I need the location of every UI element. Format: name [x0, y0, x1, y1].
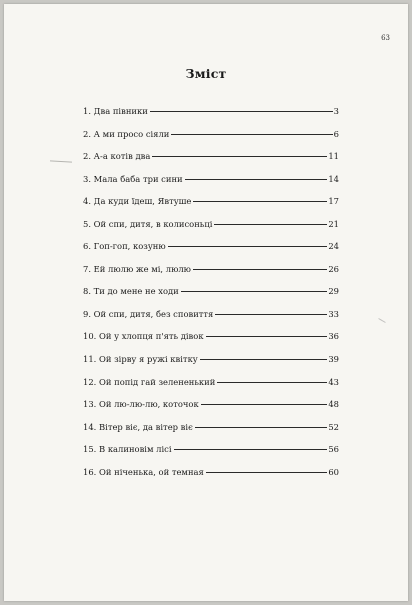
stray-pen-mark: [378, 318, 385, 323]
toc-entry-page: 43: [328, 376, 339, 387]
toc-entry: [83, 416, 339, 439]
toc-entry-number: 6.: [83, 241, 91, 252]
toc-leader-line: [206, 336, 328, 337]
toc-entry: [83, 303, 339, 326]
toc-entry: [83, 371, 339, 394]
toc-entry-number: 13.: [83, 399, 97, 410]
toc-entry: [83, 438, 339, 461]
toc-entry: [83, 461, 339, 484]
toc-entry: [83, 280, 339, 303]
toc-entry-page: 39: [328, 354, 339, 365]
toc-entry-page: 26: [328, 263, 339, 274]
toc-leader-line: [152, 156, 327, 157]
toc-entry: [83, 100, 339, 123]
toc-leader-line: [201, 404, 328, 405]
toc-leader-line: [150, 111, 333, 112]
page-number: 63: [381, 34, 390, 42]
toc-leader-line: [181, 291, 328, 292]
toc-entry: [83, 325, 339, 348]
toc-entry-title: Ти до мене не ходи: [93, 286, 179, 297]
toc-entry: [83, 145, 339, 168]
toc-entry-page: 24: [328, 241, 339, 252]
toc-entry-title: Ей люлю же мі, люлю: [93, 263, 191, 274]
toc-entry: [83, 235, 339, 258]
toc-entry-page: 60: [328, 466, 339, 477]
toc-entry-title: Ой спи, дитя, без сповиття: [93, 308, 214, 319]
toc-entry-number: 14.: [83, 421, 97, 432]
toc-entry: [83, 258, 339, 281]
toc-entry-title: Ой у хлопця п'ять дівок: [99, 331, 204, 342]
toc-entry-title: Ой ніченька, ой темная: [99, 466, 204, 477]
toc-entry-title: А ми просо сіяли: [93, 128, 170, 139]
toc-entry-page: 3: [333, 106, 339, 116]
toc-entry-title: Ой зірву я ружі квітку: [99, 354, 198, 365]
toc-entry-title: А-а котів два: [93, 151, 151, 162]
toc-entry-title: Гоп-гоп, козуню: [93, 241, 166, 252]
toc-entry-page: 21: [328, 218, 339, 229]
toc-entry-number: 2.: [83, 151, 91, 162]
toc-entry-title: В калиновім лісі: [99, 444, 172, 455]
toc-entry-page: 29: [328, 286, 339, 297]
toc-entry-number: 12.: [83, 376, 97, 387]
toc-leader-line: [200, 359, 328, 360]
toc-entry-number: 16.: [83, 466, 97, 477]
toc-leader-line: [168, 246, 328, 247]
toc-entry-page: 56: [328, 444, 339, 455]
toc-entry-page: 33: [328, 308, 339, 319]
toc-entry-number: 8.: [83, 286, 91, 297]
toc-leader-line: [215, 314, 327, 315]
toc-entry-title: Да куди їдеш, Явтуше: [93, 196, 192, 207]
toc-entry-number: 10.: [83, 331, 97, 342]
toc-entry: [83, 190, 339, 213]
toc-leader-line: [174, 449, 328, 450]
stray-pen-mark: [50, 160, 72, 162]
toc-entry-number: 1.: [83, 106, 91, 116]
toc-entry-number: 4.: [83, 196, 91, 207]
book-page: [4, 4, 408, 601]
toc-entry-number: 2.: [83, 128, 91, 139]
toc-entry: [83, 348, 339, 371]
toc-entry: [83, 213, 339, 236]
toc-leader-line: [195, 427, 328, 428]
toc-entry-title: Мала баба три сини: [93, 173, 183, 184]
toc-leader-line: [217, 382, 327, 383]
toc-entry-title: Ой лю-лю-лю, коточок: [99, 399, 199, 410]
toc-entry-title: Два півники: [93, 106, 148, 116]
toc-leader-line: [171, 134, 332, 135]
toc-entry: [83, 393, 339, 416]
toc-entry-page: 11: [328, 151, 339, 162]
toc-leader-line: [193, 269, 327, 270]
page-title: Зміст: [185, 66, 227, 81]
toc-entry-title: Вітер віє, да вітер віє: [99, 421, 193, 432]
toc-entry: [83, 168, 339, 191]
toc-entry-number: 11.: [83, 354, 97, 365]
toc-leader-line: [185, 179, 328, 180]
toc-entry-page: 17: [328, 196, 339, 207]
toc-leader-line: [214, 224, 327, 225]
toc-entry-title: Ой спи, дитя, в колисоньці: [93, 218, 213, 229]
table-of-contents: [83, 100, 339, 483]
toc-entry-number: 5.: [83, 218, 91, 229]
toc-entry-page: 48: [328, 399, 339, 410]
toc-leader-line: [206, 472, 328, 473]
toc-entry-title: Ой попід гай зелененький: [99, 376, 216, 387]
toc-entry-number: 9.: [83, 308, 91, 319]
toc-entry-page: 14: [328, 173, 339, 184]
toc-entry-page: 6: [333, 128, 339, 139]
toc-entry: [83, 123, 339, 146]
toc-entry-page: 52: [328, 421, 339, 432]
toc-entry-number: 3.: [83, 173, 91, 184]
toc-entry-number: 15.: [83, 444, 97, 455]
toc-entry-number: 7.: [83, 263, 91, 274]
toc-entry-page: 36: [328, 331, 339, 342]
toc-leader-line: [193, 201, 327, 202]
